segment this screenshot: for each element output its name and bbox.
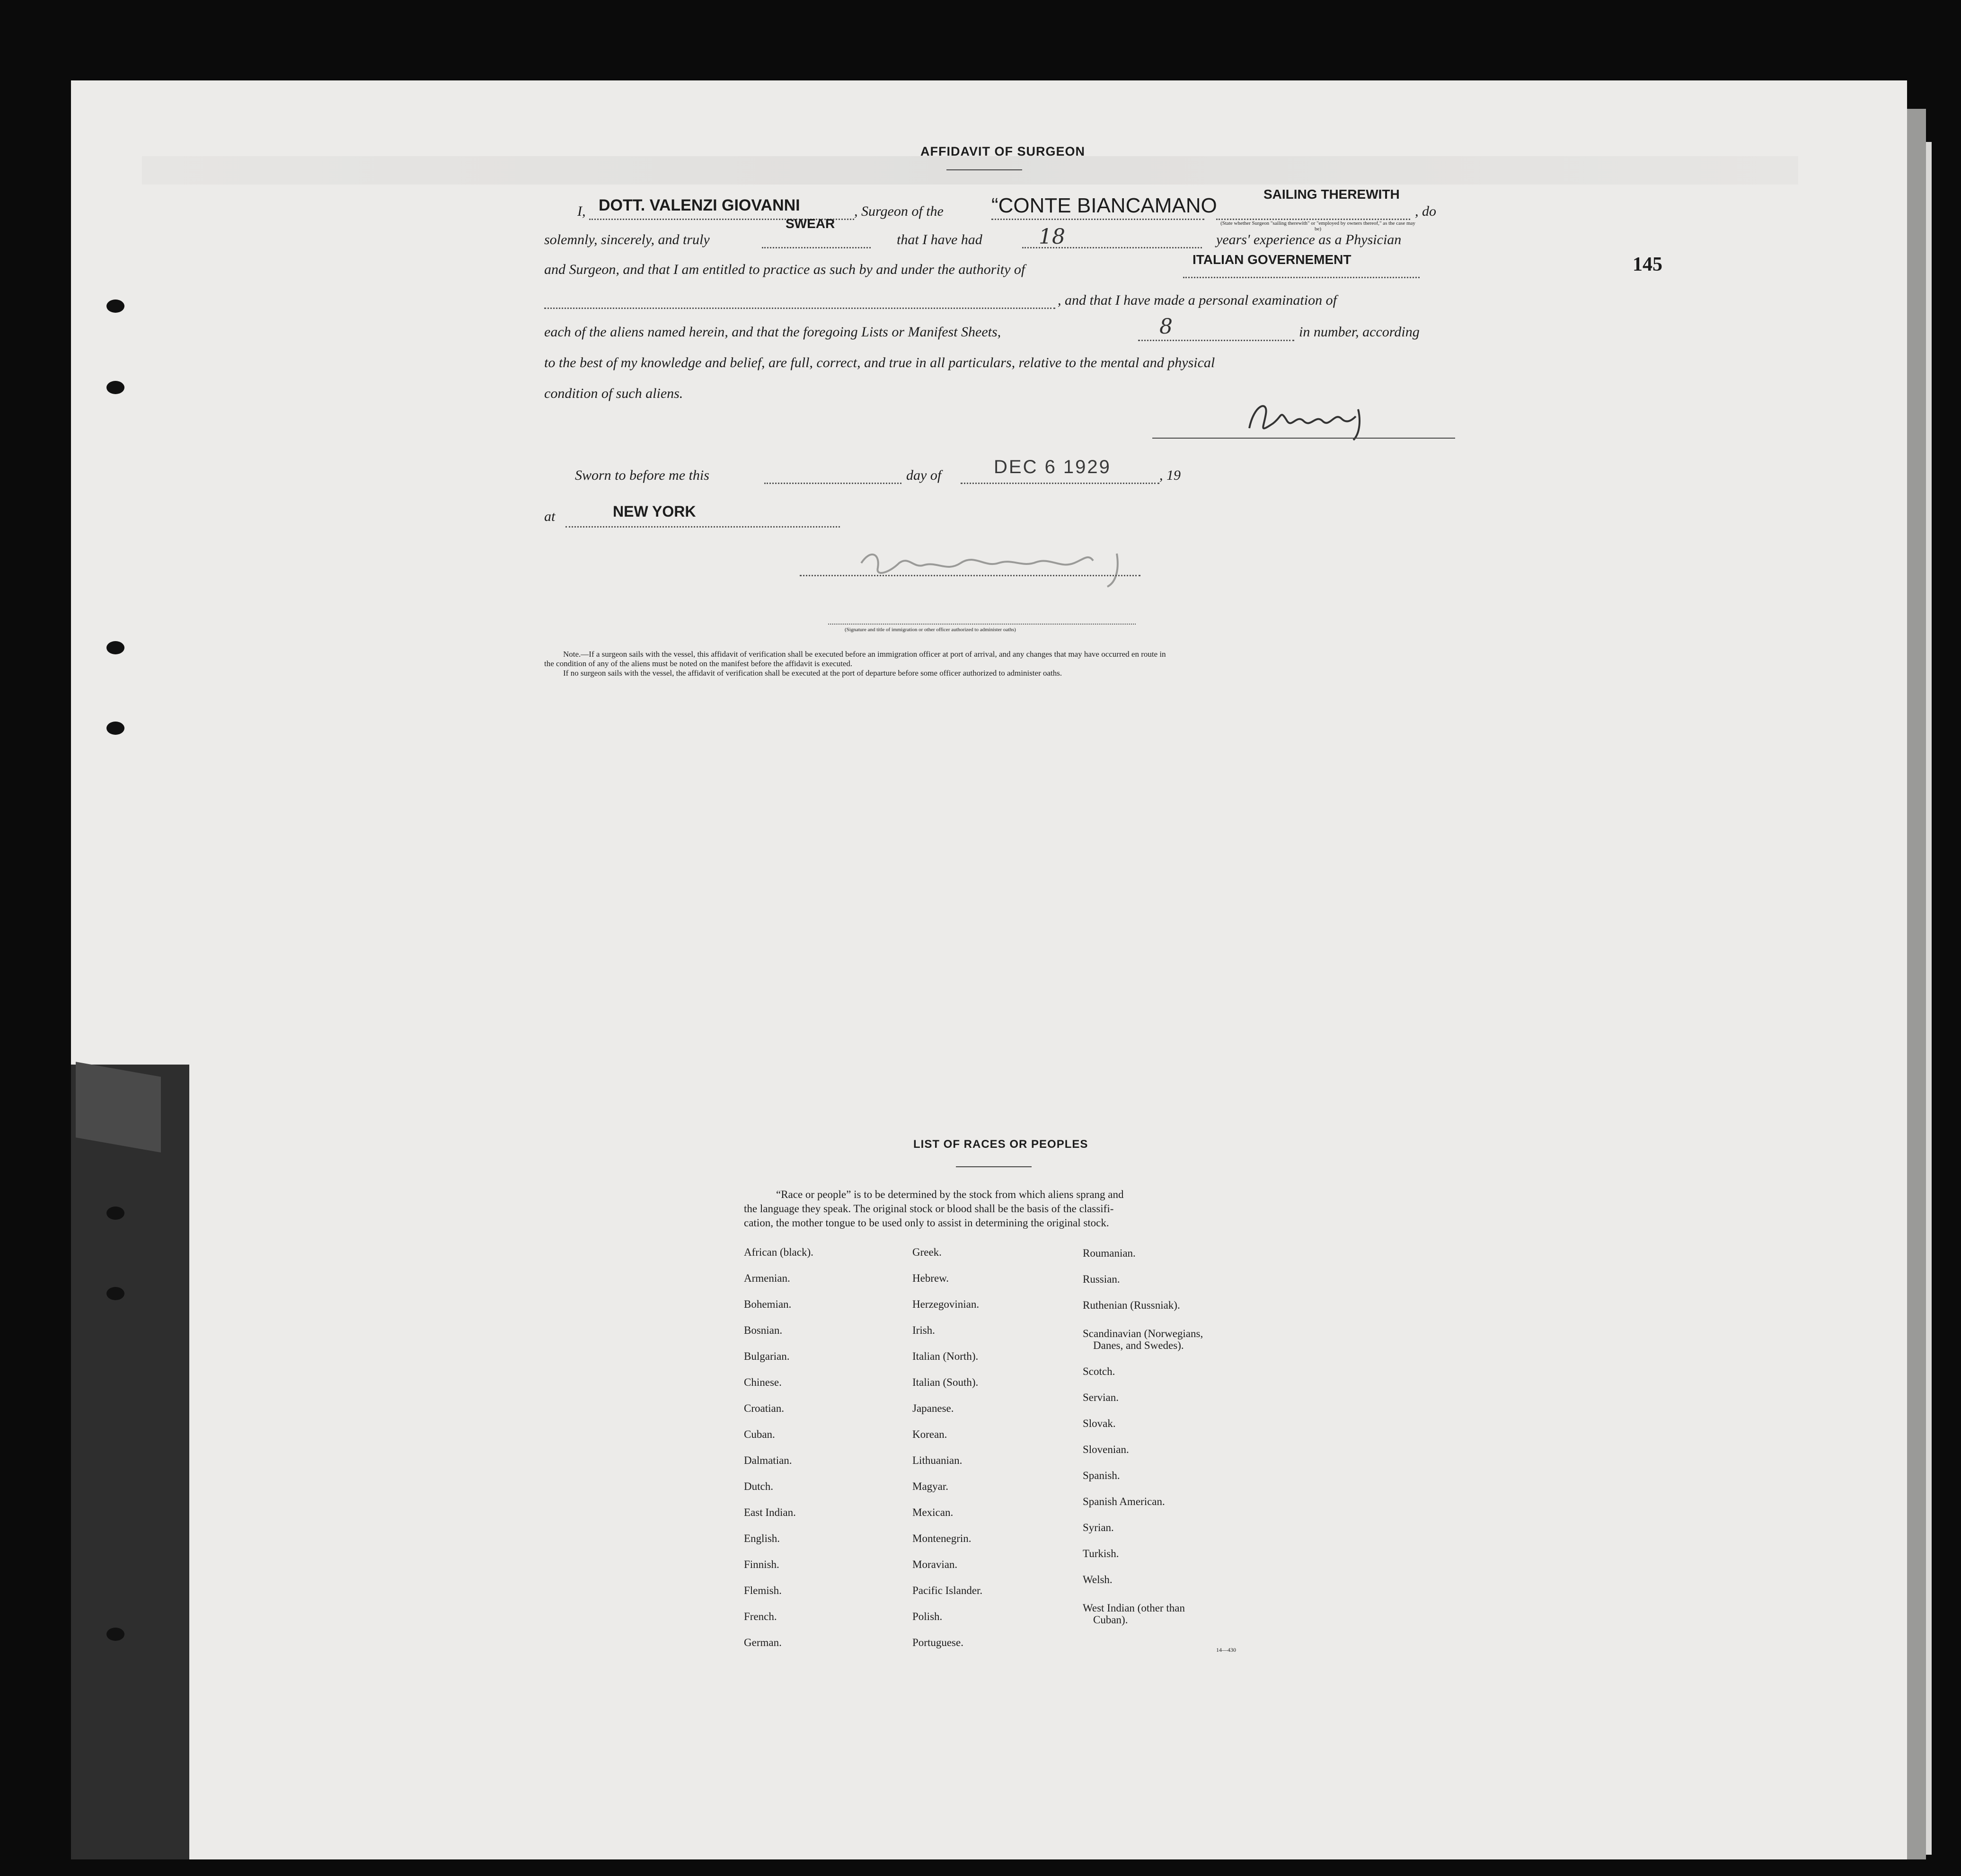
race-item: Polish. [912, 1611, 943, 1622]
race-item: Syrian. [1083, 1522, 1114, 1533]
ship-name: “CONTE BIANCAMANO [991, 194, 1217, 217]
race-item: Japanese. [912, 1402, 954, 1414]
races-intro-line-2: the language they speak. The original stock or blood shall be the basis of the classifi- [744, 1203, 1114, 1215]
race-item: Mexican. [912, 1506, 954, 1518]
bleed-through-ghost [142, 156, 1798, 185]
races-intro-line-3: cation, the mother tongue to be used only to assist in determining the original stock. [744, 1217, 1109, 1229]
races-intro-line-1: “Race or people” is to be determined by the stock from which aliens sprang and [776, 1189, 1124, 1200]
ship-name-line [991, 219, 1204, 220]
race-item: Cuban. [744, 1428, 775, 1440]
races-title-rule [956, 1166, 1032, 1167]
race-item: Korean. [912, 1428, 947, 1440]
race-item: Greek. [912, 1246, 942, 1258]
surgeon-status-note: (State whether Surgeon "sailing therewith" or "employed by owners thereof," as the case may be) [1220, 220, 1415, 232]
surgeon-status: SAILING THEREWITH [1263, 187, 1400, 202]
line1-prefix: I, [577, 203, 586, 219]
binding-tab [71, 1065, 189, 1859]
race-item: Chinese. [744, 1376, 782, 1388]
years-experience: 18 [1039, 225, 1065, 249]
officer-signature [852, 539, 1145, 591]
at-line [565, 526, 840, 528]
binder-hole [106, 1207, 124, 1220]
race-item: Bosnian. [744, 1324, 783, 1336]
surgeon-name: DOTT. VALENZI GIOVANNI [599, 196, 800, 214]
line3-prefix: and Surgeon, and that I am entitled to practice as such by and under the authority of [544, 262, 1025, 277]
race-item: Scotch. [1083, 1365, 1115, 1377]
binder-hole [106, 299, 124, 313]
surgeon-signature-line [1152, 438, 1455, 439]
race-item: Italian (South). [912, 1376, 979, 1388]
race-item: Bohemian. [744, 1298, 792, 1310]
note-line-1: Note.—If a surgeon sails with the vessel, this affidavit of verification shall be executed before an immigration officer at port of arrival, and any changes that may have occurred en route in [563, 650, 1166, 659]
page-edge-inner [1926, 142, 1932, 1855]
sworn-year-prefix: , 19 [1159, 467, 1181, 483]
race-item: Italian (North). [912, 1350, 979, 1362]
affidavit-title: AFFIDAVIT OF SURGEON [920, 144, 1085, 159]
surgeon-of-the-text: , Surgeon of the [854, 203, 944, 219]
race-item: Herzegovinian. [912, 1298, 980, 1310]
race-item: Portuguese. [912, 1637, 963, 1648]
surgeon-status-line [1216, 219, 1410, 220]
officer-caption-line [828, 624, 1136, 625]
sworn-prefix: Sworn to before me this [575, 467, 709, 483]
race-item: Russian. [1083, 1273, 1120, 1285]
sworn-day-line [764, 483, 901, 484]
race-item: Servian. [1083, 1392, 1119, 1403]
years-line [1022, 247, 1202, 248]
authority-line [1183, 277, 1420, 278]
race-item: English. [744, 1533, 780, 1544]
race-item: Armenian. [744, 1272, 790, 1284]
race-item: Croatian. [744, 1402, 784, 1414]
race-item: Bulgarian. [744, 1350, 790, 1362]
race-item: Dutch. [744, 1480, 773, 1492]
race-item: Moravian. [912, 1559, 958, 1570]
note-line-3: If no surgeon sails with the vessel, the affidavit of verification shall be executed at the port of departure before some officer authorized to administer oaths. [563, 669, 1062, 678]
line6-text: to the best of my knowledge and belief, are full, correct, and true in all particulars, relative to the mental and physical [544, 355, 1215, 370]
surgeon-signature [1240, 395, 1391, 442]
line2-middle: that I have had [897, 232, 982, 247]
officer-caption: (Signature and title of immigration or other officer authorized to administer oaths) [845, 627, 1016, 633]
sworn-date-stamp: DEC 6 1929 [994, 457, 1111, 477]
race-item: Scandinavian (Norwegians, [1083, 1328, 1203, 1339]
form-number: 14—430 [1216, 1647, 1236, 1653]
title-rule [946, 169, 1022, 170]
race-item: Flemish. [744, 1585, 782, 1596]
race-item: French. [744, 1611, 777, 1622]
race-item: Turkish. [1083, 1548, 1119, 1559]
page-number: 145 [1633, 254, 1662, 275]
race-item: Pacific Islander. [912, 1585, 983, 1596]
document-page [71, 80, 1907, 1859]
race-item: African (black). [744, 1246, 813, 1258]
race-item: Welsh. [1083, 1574, 1113, 1585]
race-item: Danes, and Swedes). [1093, 1339, 1184, 1351]
sworn-day-of: day of [906, 467, 942, 483]
oath-line [762, 247, 871, 248]
line2-prefix: solemnly, sincerely, and truly [544, 232, 710, 247]
binder-hole [106, 1287, 124, 1300]
sheets-line [1138, 340, 1294, 341]
binder-hole [106, 641, 124, 654]
at-prefix: at [544, 509, 556, 524]
race-item: East Indian. [744, 1506, 796, 1518]
page-edge [1907, 109, 1926, 1859]
authority: ITALIAN GOVERNEMENT [1192, 252, 1352, 267]
line4-text: , and that I have made a personal examination of [1058, 292, 1337, 308]
line5-suffix: in number, according [1299, 324, 1420, 340]
race-item: Ruthenian (Russniak). [1083, 1299, 1180, 1311]
sworn-date-line [961, 483, 1159, 484]
race-item: Irish. [912, 1324, 935, 1336]
race-item: Roumanian. [1083, 1247, 1136, 1259]
race-item: West Indian (other than [1083, 1602, 1185, 1614]
line5-prefix: each of the aliens named herein, and that the foregoing Lists or Manifest Sheets, [544, 324, 1001, 340]
races-title: LIST OF RACES OR PEOPLES [913, 1138, 1088, 1151]
note-line-2: the condition of any of the aliens must be noted on the manifest before the affidavit is executed. [544, 659, 853, 668]
race-item: Spanish American. [1083, 1496, 1165, 1507]
line7-text: condition of such aliens. [544, 386, 683, 401]
race-item: Finnish. [744, 1559, 779, 1570]
line2-suffix: years' experience as a Physician [1216, 232, 1402, 247]
race-item: Hebrew. [912, 1272, 949, 1284]
race-item: Slovak. [1083, 1418, 1116, 1429]
manifest-sheets-count: 8 [1159, 315, 1173, 339]
sworn-place: NEW YORK [613, 503, 696, 520]
race-item: Montenegrin. [912, 1533, 972, 1544]
line1-do: , do [1415, 203, 1436, 219]
oath-word: SWEAR [786, 216, 835, 231]
race-item: Magyar. [912, 1480, 949, 1492]
binder-hole [106, 722, 124, 735]
race-item: Cuban). [1093, 1614, 1128, 1626]
race-item: Spanish. [1083, 1470, 1120, 1481]
authority-line-2 [544, 308, 1055, 309]
race-item: Lithuanian. [912, 1454, 963, 1466]
binding-tab-flap [76, 1062, 161, 1153]
binder-hole [106, 381, 124, 394]
race-item: Slovenian. [1083, 1444, 1129, 1455]
binder-hole [106, 1628, 124, 1641]
race-item: Dalmatian. [744, 1454, 792, 1466]
officer-signature-line [800, 575, 1140, 576]
race-item: German. [744, 1637, 782, 1648]
